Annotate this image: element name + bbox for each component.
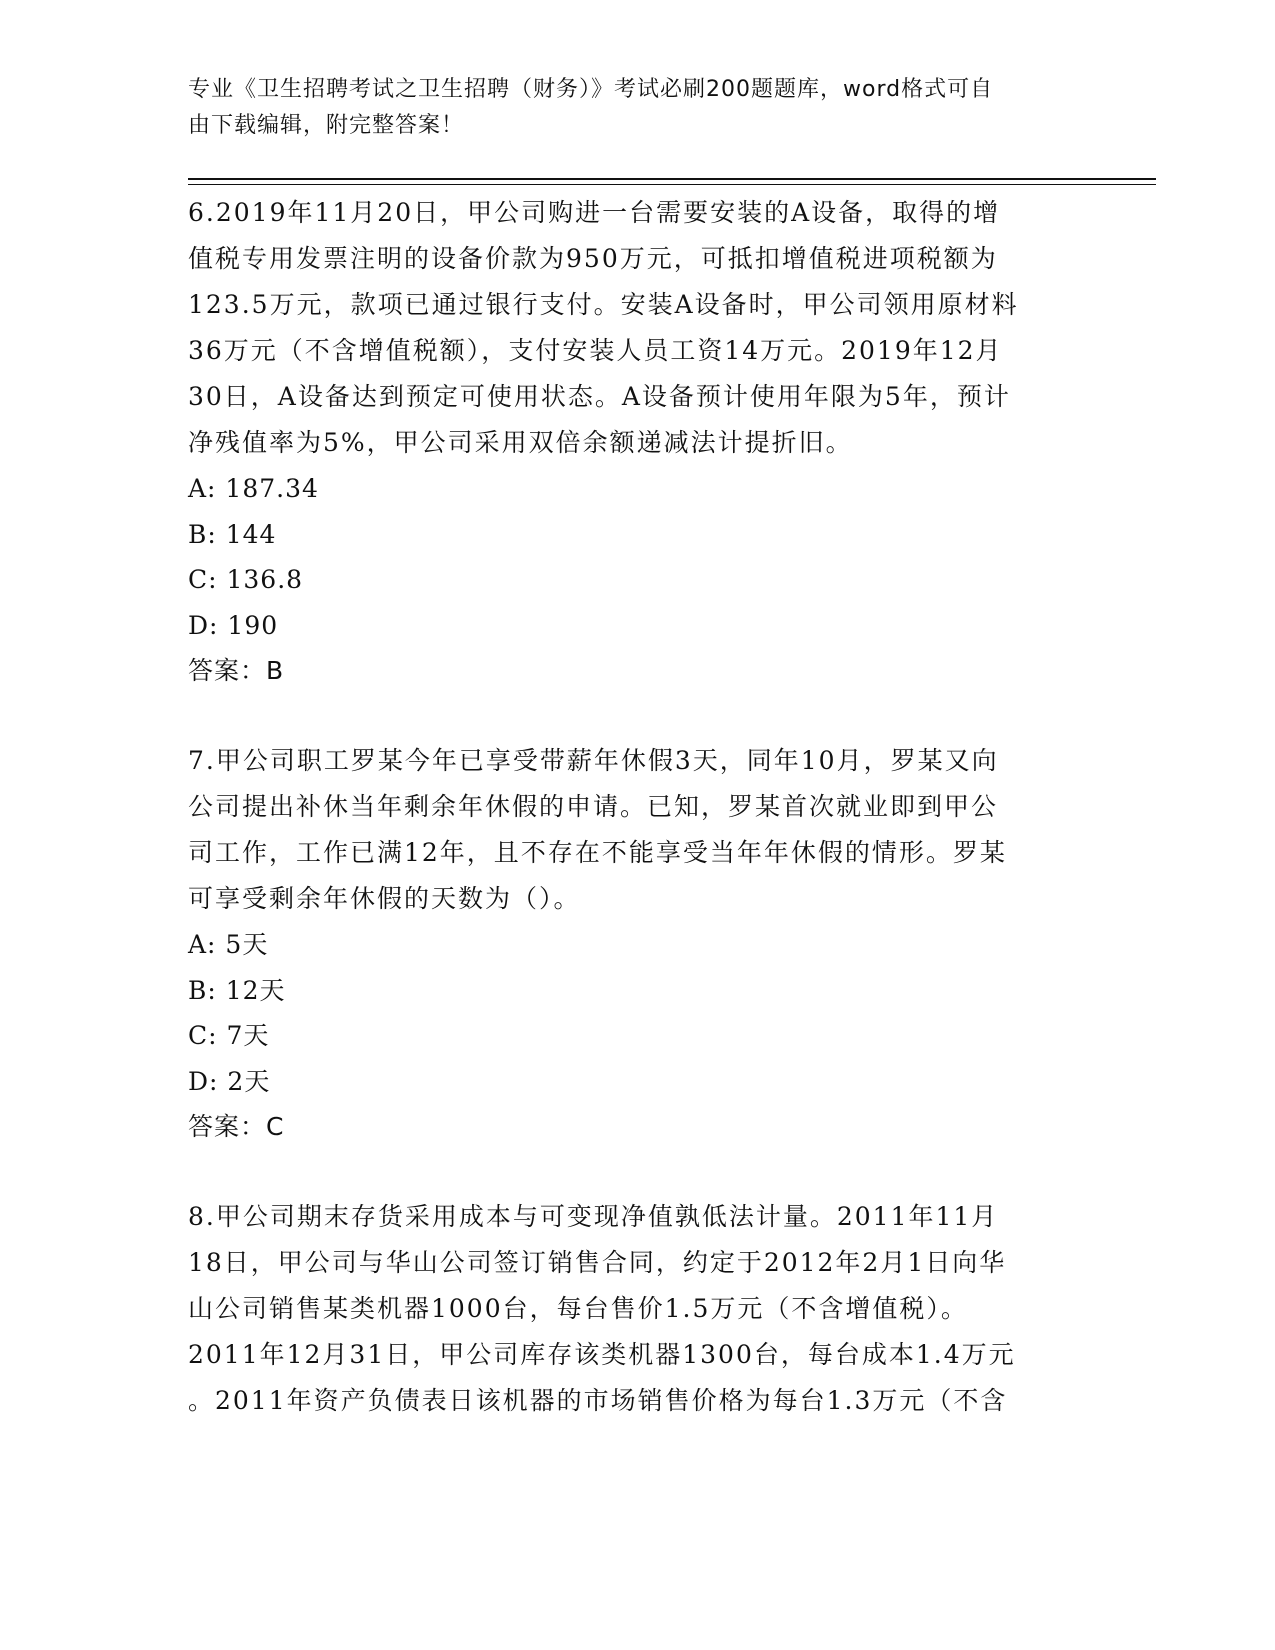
- option-d: D: 190: [188, 610, 279, 640]
- question-6: [188, 190, 1093, 694]
- option-c: C: 7天: [188, 1021, 270, 1050]
- page-header: [188, 72, 1088, 144]
- option-d: D: 2天: [188, 1066, 271, 1096]
- question-stem-line: 司工作，工作已满12年，且不存在不能享受当年年休假的情形。罗某: [188, 838, 1007, 867]
- question-stem-line: 36万元（不含增值税额），支付安装人员工资14万元。2019年12月: [188, 336, 1003, 365]
- header-rule-thin: [188, 184, 1156, 185]
- questions-content: [188, 190, 1093, 1424]
- option-b: B: 144: [188, 519, 277, 549]
- question-stem-line: 净残值率为5%，甲公司采用双倍余额递减法计提折旧。: [188, 428, 853, 457]
- question-spacer: [188, 1150, 1093, 1194]
- question-stem-line: 值税专用发票注明的设备价款为950万元，可抵扣增值税进项税额为: [188, 244, 998, 273]
- answer-line: 答案：C: [188, 1112, 285, 1141]
- question-stem-line: 6.2019年11月20日，甲公司购进一台需要安装的A设备，取得的增: [188, 198, 1001, 227]
- question-spacer: [188, 694, 1093, 738]
- option-b: B: 12天: [188, 975, 286, 1005]
- option-a: A: 5天: [188, 930, 269, 959]
- option-c: C: 136.8: [188, 565, 304, 594]
- question-stem-line: 30日，A设备达到预定可使用状态。A设备预计使用年限为5年，预计: [188, 382, 1011, 411]
- question-stem-line: 公司提出补休当年剩余年休假的申请。已知，罗某首次就业即到甲公: [188, 792, 999, 821]
- question-stem-line: 18日，甲公司与华山公司签订销售合同，约定于2012年2月1日向华: [188, 1248, 1007, 1277]
- question-stem-line: 山公司销售某类机器1000台，每台售价1.5万元（不含增值税）。: [188, 1294, 968, 1323]
- question-stem-line: 。2011年资产负债表日该机器的市场销售价格为每台1.3万元（不含: [188, 1386, 1008, 1415]
- question-stem-line: 123.5万元，款项已通过银行支付。安装A设备时，甲公司领用原材料: [188, 290, 1019, 319]
- question-stem-line: 可享受剩余年休假的天数为（）。: [188, 884, 581, 913]
- option-a: A: 187.34: [188, 474, 319, 503]
- question-stem-line: 2011年12月31日，甲公司库存该类机器1300台，每台成本1.4万元: [188, 1340, 1016, 1369]
- question-stem-line: 8.甲公司期末存货采用成本与可变现净值孰低法计量。2011年11月: [188, 1202, 999, 1231]
- question-stem-line: 7.甲公司职工罗某今年已享受带薪年休假3天，同年10月，罗某又向: [188, 746, 999, 775]
- header-line-1: 专业《卫生招聘考试之卫生招聘（财务）》考试必刷200题题库，word格式可自: [188, 77, 994, 102]
- question-8: [188, 1194, 1093, 1424]
- answer-line: 答案：B: [188, 656, 285, 685]
- header-rule-thick: [188, 178, 1156, 180]
- header-line-2: 由下载编辑，附完整答案！: [188, 113, 465, 138]
- question-7: [188, 738, 1093, 1150]
